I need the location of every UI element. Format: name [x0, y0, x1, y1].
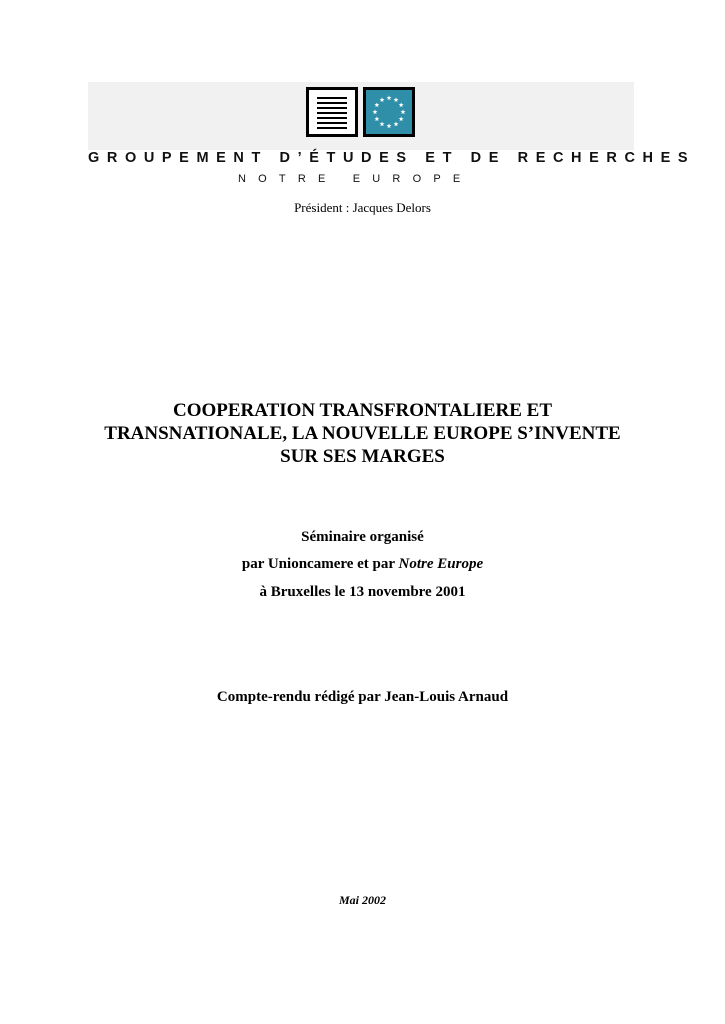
- star-icon: [387, 95, 392, 100]
- header-band: [88, 82, 634, 150]
- title-line-3: SUR SES MARGES: [280, 446, 445, 467]
- star-icon: [374, 116, 379, 121]
- seminar-organizers: par Unioncamere et par: [241, 556, 399, 572]
- star-icon: [374, 102, 379, 107]
- star-icon: [380, 122, 385, 127]
- star-icon: [373, 109, 378, 114]
- seminar-line-3: à Bruxelles le 13 novembre 2001: [259, 584, 466, 600]
- notre-europe-italic: Notre Europe: [398, 556, 484, 572]
- eu-stars-logo: [363, 87, 415, 137]
- document-title: [80, 399, 645, 468]
- star-icon: [394, 122, 399, 127]
- star-icon: [399, 102, 404, 107]
- star-icon: [387, 123, 392, 128]
- title-line-1: COOPERATION TRANSFRONTALIERE ET: [172, 400, 552, 421]
- star-icon: [401, 109, 406, 114]
- publication-date: Mai 2002: [338, 893, 386, 907]
- organization-subtitle: NOTRE EUROPE: [238, 173, 473, 185]
- seminar-line-2: [0, 556, 725, 573]
- title-line-2: TRANSNATIONALE, LA NOUVELLE EUROPE S’INVENTE: [104, 423, 621, 444]
- star-icon: [380, 97, 385, 102]
- document-lines-logo: [306, 87, 358, 137]
- organization-name: GROUPEMENT D’ÉTUDES ET DE RECHERCHES: [88, 150, 696, 166]
- report-author-line: Compte-rendu rédigé par Jean-Louis Arnaud: [216, 689, 509, 705]
- star-icon: [399, 116, 404, 121]
- eu-stars-icon: [366, 90, 412, 134]
- president-line: Président : Jacques Delors: [294, 200, 431, 215]
- star-icon: [394, 97, 399, 102]
- seminar-line-1: Séminaire organisé: [301, 529, 424, 545]
